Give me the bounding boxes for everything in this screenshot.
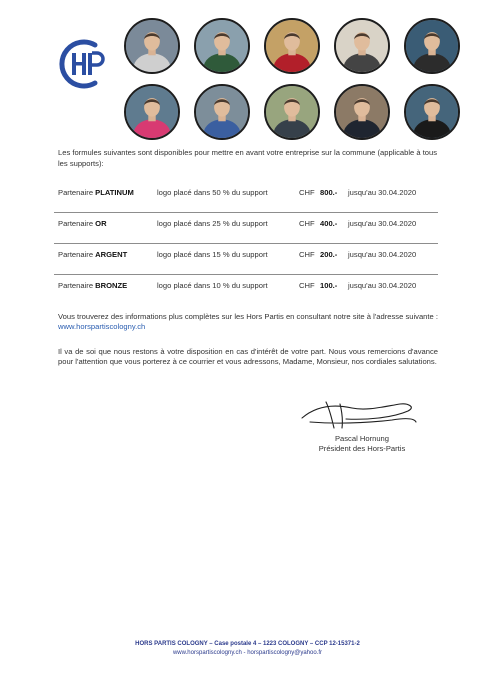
tier-amount: 100.- <box>320 281 338 290</box>
signer-title: Président des Hors-Partis <box>318 444 406 454</box>
tier-currency: CHF <box>299 250 315 259</box>
tier-prefix: Partenaire <box>58 250 96 259</box>
tier-row-argent <box>54 244 438 275</box>
portrait-photo <box>404 84 460 140</box>
signer-name: Pascal Hornung <box>334 434 390 443</box>
tier-amount: 800.- <box>320 188 338 197</box>
tier-amount: 200.- <box>320 250 338 259</box>
tier-description: logo placé dans 10 % du support <box>157 281 268 290</box>
tier-level: BRONZE <box>95 281 128 290</box>
tier-description: logo placé dans 25 % du support <box>157 219 268 228</box>
portrait-photo <box>404 18 460 74</box>
tier-currency: CHF <box>299 188 315 197</box>
tier-row-bronze <box>54 275 438 305</box>
tier-currency: CHF <box>299 219 315 228</box>
partner-tiers-table <box>54 182 438 305</box>
closing-paragraph: Il va de soi que nous restons à votre disposition en cas d'intérêt de votre part. Nous vous remercions d'avance pour l'attention que vous porterez à ce courrier et vous adressons, Madame, Monsieur, nos cordiales salutations. <box>58 347 438 367</box>
portrait-photo <box>334 18 390 74</box>
tier-prefix: Partenaire <box>58 281 96 290</box>
tier-row-or <box>54 213 438 244</box>
letter-footer <box>0 640 495 658</box>
handwritten-signature <box>296 398 420 432</box>
tier-amount: 400.- <box>320 219 338 228</box>
tier-deadline: jusqu'au 30.04.2020 <box>348 281 417 290</box>
signer-block <box>300 434 424 455</box>
footer-contact: www.horspartiscologny.ch - horspartiscologny@yahoo.fr <box>172 650 323 656</box>
portrait-photo <box>124 84 180 140</box>
website-paragraph <box>58 312 438 333</box>
tier-level: OR <box>95 219 107 228</box>
portrait-photo <box>334 84 390 140</box>
tier-prefix: Partenaire <box>58 188 96 197</box>
hors-partis-logo <box>55 35 113 93</box>
tier-row-platinum <box>54 182 438 213</box>
website-link[interactable]: www.horspartiscologny.ch <box>58 322 146 332</box>
tier-description: logo placé dans 50 % du support <box>157 188 268 197</box>
candidate-portraits <box>124 18 460 142</box>
tier-level: PLATINUM <box>95 188 134 197</box>
tier-description: logo placé dans 15 % du support <box>157 250 268 259</box>
website-paragraph-text: Vous trouverez des informations plus complètes sur les Hors Partis en consultant notre site à l'adresse suivante : <box>58 312 438 321</box>
tier-level: ARGENT <box>95 250 128 259</box>
tier-deadline: jusqu'au 30.04.2020 <box>348 188 417 197</box>
portrait-photo <box>264 84 320 140</box>
footer-address: HORS PARTIS COLOGNY – Case postale 4 – 1223 COLOGNY – CCP 12-15371-2 <box>135 641 360 647</box>
portrait-photo <box>194 18 250 74</box>
tier-currency: CHF <box>299 281 315 290</box>
portrait-photo <box>264 18 320 74</box>
intro-text: Les formules suivantes sont disponibles pour mettre en avant votre entreprise sur la commune (applicable à tous les supports): <box>58 148 438 168</box>
tier-prefix: Partenaire <box>58 219 96 228</box>
portrait-photo <box>194 84 250 140</box>
tier-deadline: jusqu'au 30.04.2020 <box>348 250 417 259</box>
portrait-photo <box>124 18 180 74</box>
tier-deadline: jusqu'au 30.04.2020 <box>348 219 417 228</box>
